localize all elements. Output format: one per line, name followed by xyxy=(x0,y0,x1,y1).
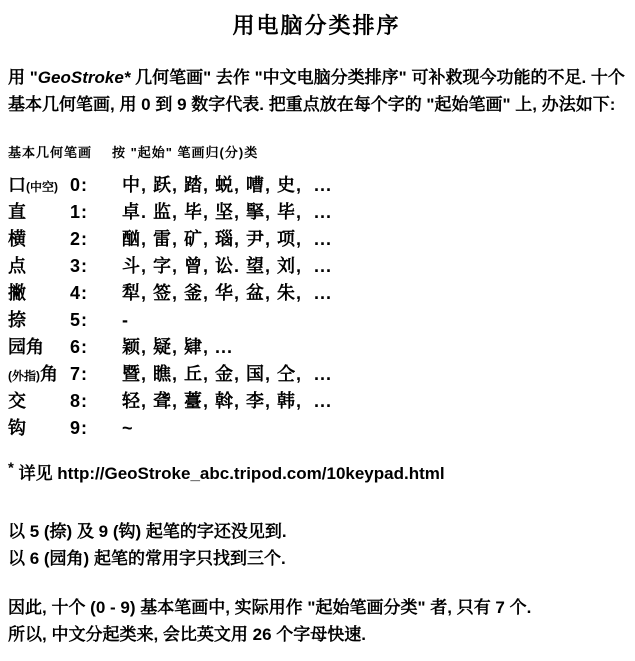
stroke-label: 钩 xyxy=(8,418,26,438)
stroke-number: 5: xyxy=(70,310,89,330)
stroke-number: 0: xyxy=(70,175,89,195)
example-characters: 犁, 签, 釜, 华, 盆, 朱, ... xyxy=(122,283,333,303)
example-characters: 轻, 聋, 薹, 斡, 李, 韩, ... xyxy=(122,391,333,411)
example-characters: 卓. 监, 毕, 坚, 掔, 毕, ... xyxy=(122,202,333,222)
observation-line-1: 以 5 (捺) 及 9 (钩) 起笔的字还没见到. xyxy=(8,522,287,541)
observations xyxy=(8,518,625,572)
example-characters: 暨, 瞧, 丘, 金, 国, 仝, ... xyxy=(122,364,333,384)
stroke-label: 直 xyxy=(8,202,26,222)
asterisk-marker: * xyxy=(8,459,14,477)
stroke-label: 园角 xyxy=(8,337,44,357)
stroke-table xyxy=(8,173,625,443)
example-characters: - xyxy=(122,310,129,330)
geostroke-brand: GeoStroke* xyxy=(37,68,131,87)
observation-line-2: 以 6 (园角) 起笔的常用字只找到三个. xyxy=(8,549,286,568)
table-row xyxy=(8,173,625,200)
stroke-number: 1: xyxy=(70,202,89,222)
stroke-number: 2: xyxy=(70,229,89,249)
stroke-label: 交 xyxy=(8,391,26,411)
stroke-number: 6: xyxy=(70,337,89,357)
example-characters: 颖, 疑, 肄, ... xyxy=(122,337,234,357)
example-characters: 酗, 雷, 矿, 瑙, 尹, 项, ... xyxy=(122,229,333,249)
footnote-url-text: 详见 http://GeoStroke_abc.tripod.com/10keypad.html xyxy=(13,464,445,483)
table-row xyxy=(8,416,625,443)
column-header-strokes: 基本几何笔画 xyxy=(8,145,93,160)
stroke-number: 7: xyxy=(70,364,89,384)
example-characters: ~ xyxy=(122,418,134,438)
table-row xyxy=(8,362,625,389)
example-characters: 中, 跃, 踏, 蜕, 嘈, 史, ... xyxy=(122,175,333,195)
stroke-number: 8: xyxy=(70,391,89,411)
stroke-label: 点 xyxy=(8,256,26,276)
stroke-number: 9: xyxy=(70,418,89,438)
stroke-label: 横 xyxy=(8,229,26,249)
example-characters: 斗, 字, 曾, 讼. 望, 刘, ... xyxy=(122,256,333,276)
stroke-number: 4: xyxy=(70,283,89,303)
column-header-classification: 按 "起始" 笔画归(分)类 xyxy=(112,145,259,160)
page-title: 用电脑分类排序 xyxy=(232,13,401,38)
conclusion xyxy=(8,594,625,648)
table-row xyxy=(8,254,625,281)
footnote xyxy=(8,459,625,484)
stroke-label: 撇 xyxy=(8,283,26,303)
table-row xyxy=(8,281,625,308)
table-header xyxy=(8,142,625,161)
intro-text-post: 几何笔画" 去作 "中文电脑分类排序" 可补救现今功能的不足. 十个基本几何笔画, 用 0 到 9 数字代表. 把重点放在每个字的 "起始笔画" 上, 办法如下: xyxy=(8,68,625,114)
stroke-label: 口(中空) xyxy=(8,175,58,195)
table-row xyxy=(8,308,625,335)
intro-paragraph xyxy=(8,64,625,118)
stroke-label: (外指)角 xyxy=(8,364,58,384)
stroke-number: 3: xyxy=(70,256,89,276)
conclusion-line-2: 所以, 中文分起类来, 会比英文用 26 个字母快速. xyxy=(8,625,366,644)
table-row xyxy=(8,200,625,227)
intro-text-pre: 用 " xyxy=(8,68,38,87)
table-row xyxy=(8,227,625,254)
stroke-label: 捺 xyxy=(8,310,26,330)
table-row xyxy=(8,335,625,362)
table-row xyxy=(8,389,625,416)
conclusion-line-1: 因此, 十个 (0 - 9) 基本笔画中, 实际用作 "起始笔画分类" 者, 只有 7 个. xyxy=(8,598,532,617)
